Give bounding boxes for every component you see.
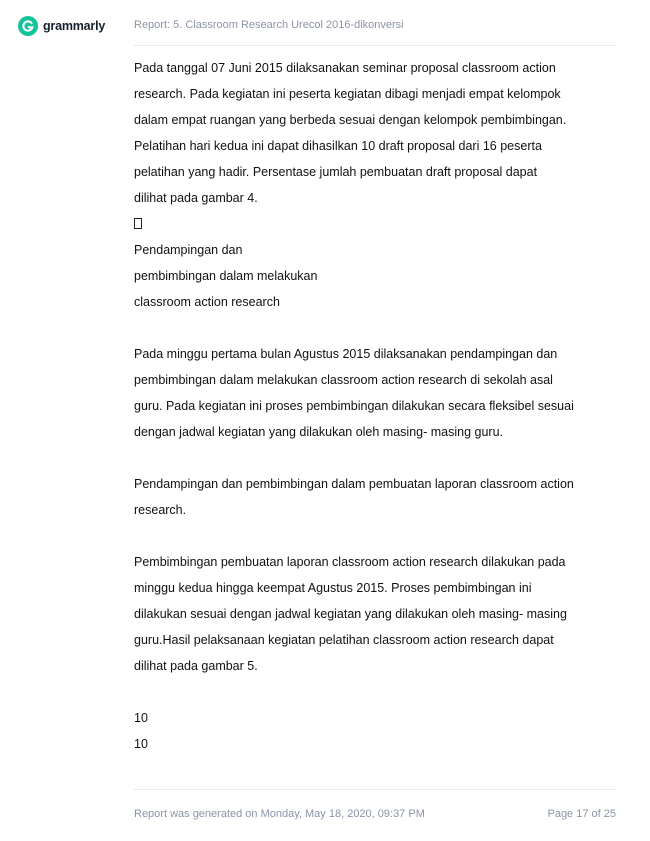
paragraph-spacer: [134, 682, 616, 708]
section-heading-line: Pendampingan dan pembimbingan dalam pembuatan laporan classroom action: [134, 477, 574, 491]
section-heading-line: pembimbingan dalam melakukan: [134, 269, 318, 283]
paragraph-line: guru. Pada kegiatan ini proses pembimbingan dilakukan secara fleksibel sesuai: [134, 399, 574, 413]
report-generated-text: Report was generated on Monday, May 18, 2020, 09:37 PM: [134, 808, 425, 820]
paragraph-line: Pada minggu pertama bulan Agustus 2015 dilaksanakan pendampingan dan: [134, 347, 558, 361]
footer-divider: [134, 789, 616, 790]
paragraph-line: minggu kedua hingga keempat Agustus 2015. Proses pembimbingan ini: [134, 581, 532, 595]
grammarly-g-icon: [18, 16, 38, 36]
section-heading-line: research.: [134, 503, 187, 517]
paragraph-line: pelatihan yang hadir. Persentase jumlah pembuatan draft proposal dapat: [134, 165, 538, 179]
paragraph-line: guru.Hasil pelaksanaan kegiatan pelatihan classroom action research dapat: [134, 633, 554, 647]
paragraph-line: dalam empat ruangan yang berbeda sesuai dengan kelompok pembimbingan.: [134, 113, 567, 127]
paragraph-line: Pada tanggal 07 Juni 2015 dilaksanakan seminar proposal classroom action: [134, 61, 556, 75]
number-line: 10: [134, 737, 148, 751]
paragraph-line: Pelatihan hari kedua ini dapat dihasilkan 10 draft proposal dari 16 peserta: [134, 139, 542, 153]
report-title: Report: 5. Classroom Research Urecol 2016-dikonversi: [134, 19, 404, 31]
section-heading-line: Pendampingan dan: [134, 243, 243, 257]
paragraph-line: research. Pada kegiatan ini peserta kegiatan dibagi menjadi empat kelompok: [134, 87, 561, 101]
report-content: [134, 58, 616, 760]
paragraph-line: Pembimbingan pembuatan laporan classroom action research dilakukan pada: [134, 555, 566, 569]
paragraph-spacer: [134, 526, 616, 552]
paragraph-line: dengan jadwal kegiatan yang dilakukan oleh masing- masing guru.: [134, 425, 503, 439]
header-divider: [134, 45, 616, 46]
paragraph-line: dilihat pada gambar 5.: [134, 659, 258, 673]
page-number: Page 17 of 25: [547, 808, 616, 820]
paragraph-line: dilakukan sesuai dengan jadwal kegiatan yang dilakukan oleh masing- masing: [134, 607, 567, 621]
missing-glyph-box: [134, 214, 616, 240]
paragraph-spacer: [134, 318, 616, 344]
number-line: 10: [134, 711, 148, 725]
brand-name: grammarly: [43, 19, 106, 33]
placeholder-glyph-icon: [134, 218, 142, 229]
paragraph-spacer: [134, 448, 616, 474]
section-heading-line: classroom action research: [134, 295, 280, 309]
paragraph-line: pembimbingan dalam melakukan classroom action research di sekolah asal: [134, 373, 553, 387]
paragraph-line: dilihat pada gambar 4.: [134, 191, 258, 205]
grammarly-logo: [18, 15, 105, 37]
